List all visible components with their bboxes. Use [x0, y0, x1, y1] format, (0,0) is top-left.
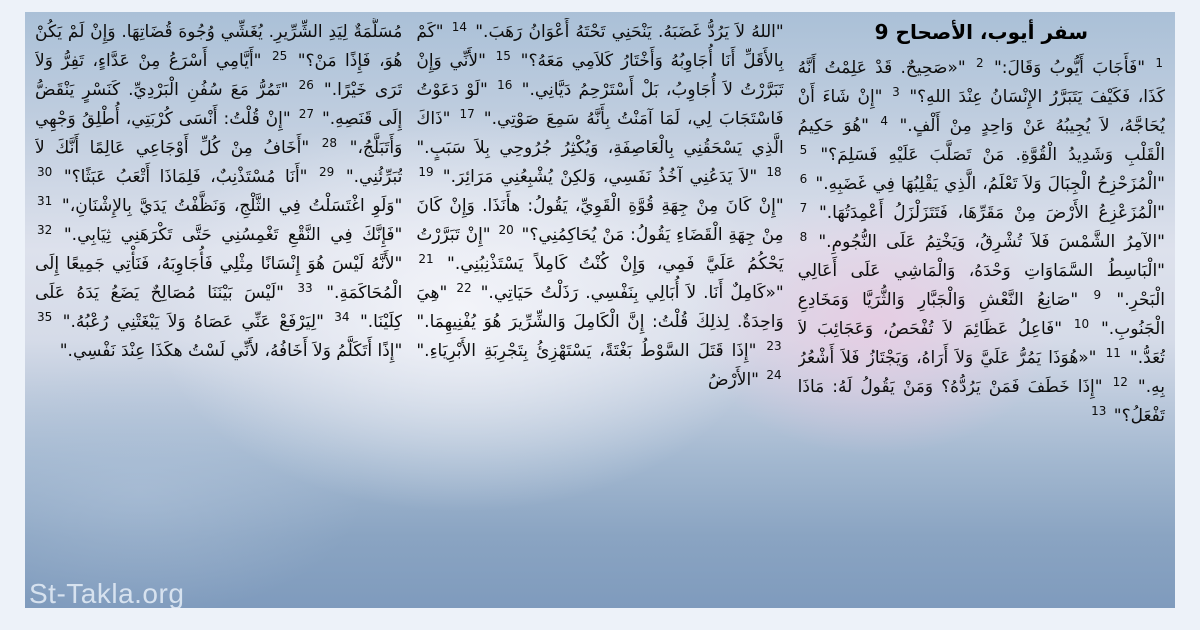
verse-number: 18 [766, 165, 782, 179]
verse-number: 15 [495, 49, 511, 63]
verse-number: 3 [892, 85, 900, 99]
verse-text-middle: "اللهُ لاَ يَرُدُّ غَضَبَهُ. يَنْحَنِي تَحْتَهُ أَعْوَانُ رَهَبَ." $^{14}$ "كَمْ بِالأَقَلِّ أَنَا أُجَاوِبُهُ وَأَخْتَارُ كَلاَمِي مَعَهُ؟" $^{15}$ "لأَنِّي وَإِنْ تَبَرَّرْتُ لاَ أُجَاوِبُ، بَلْ أَسْتَرْحِمُ دَيَّانِي." $^{16}$ "لَوْ دَعَوْتُ فَاسْتَجَابَ لِي، لَمَا آمَنْتُ بِأَنَّهُ سَمِعَ صَوْتِي." $^{17}$ "ذَاكَ الَّذِي يَسْحَقُنِي بِالْعَاصِفَةِ، وَيُكْثِرُ جُرُوحِي بِلاَ سَبَبٍ." $^{18}$ "لاَ يَدَعُنِي آخُذُ نَفَسِي، وَلكِنْ يُشْبِعُنِي مَرَائِرَ." $^{19}$ "إِنْ كَانَ مِنْ جِهَةِ قُوَّةِ الْقَوِيِّ، يَقُولُ: هأَنَذَا. وَإِنْ كَانَ مِنْ جِهَةِ الْقَضَاءِ يَقُولُ: مَنْ يُحَاكِمُنِي؟" $^{20}$ "إِنْ تَبَرَّرْتُ يَحْكُمُ عَلَيَّ فَمِي، وَإِنْ كُنْتُ كَامِلاً يَسْتَذْنِبُنِي." $^{21}$ "«كَامِلٌ أَنَا. لاَ أُبَالِي بِنَفْسِي. رَذَلْتُ حَيَاتِي." $^{22}$ "هِيَ وَاحِدَةٌ. لِذلِكَ قُلْتُ: إِنَّ الْكَامِلَ وَالشِّرِّيرَ هُوَ يُفْنِيهِمَا." $^{23}$ "إِذَا قَتَلَ السَّوْطُ بَغْتَةً، يَسْتَهْزِئُ بِتَجْرِبَةِ الأَبْرِيَاءِ." $^{24}$ "الأَرْضُ [416, 20, 784, 390]
column-middle-verses-13-24 [416, 18, 783, 590]
verse-number: 23 [766, 339, 782, 353]
verse-number: 21 [418, 252, 434, 266]
verse-number: 33 [297, 281, 313, 295]
verse-number: 7 [799, 201, 808, 215]
verse-number: 19 [418, 165, 434, 179]
verse-number: 4 [880, 114, 889, 128]
verse-text-right: $^1$ "فَأَجَابَ أَيُّوبُ وَقَالَ:" $^2$ "«صَحِيحٌ. قَدْ عَلِمْتُ أَنَّهُ كَذَا، فَكَيْفَ يَتَبَرَّرُ الإِنْسَانُ عِنْدَ اللهِ؟" $^3$ "إِنْ شَاءَ أَنْ يُحَاجَّهُ، لاَ يُجِيبُهُ عَنْ وَاحِدٍ مِنْ أَلْفٍ." $^4$ "هُوَ حَكِيمُ الْقَلْبِ وَشَدِيدُ الْقُوَّةِ. مَنْ تَصَلَّبَ عَلَيْهِ فَسَلِمَ؟" $^5$ "الْمُزَحْزِحُ الْجِبَالَ وَلاَ تَعْلَمُ، الَّذِي يَقْلِبُهَا فِي غَضَبِهِ." $^6$ "الْمُزَعْزِعُ الأَرْضَ مِنْ مَقَرِّهَا، فَتَتَزَلْزَلُ أَعْمِدَتُهَا." $^7$ "الآمِرُ الشَّمْسَ فَلاَ تُشْرِقُ، وَيَخْتِمُ عَلَى النُّجُومِ." $^8$ "الْبَاسِطُ السَّمَاوَاتِ وَحْدَهُ، وَالْمَاشِي عَلَى أَعَالِي الْبَحْرِ." $^9$ "صَانِعُ النَّعْشِ وَالْجَبَّارِ وَالثُّرَيَّا وَمَخَادِعِ الْجَنُوبِ." $^{10}$ "فَاعِلُ عَظَائِمَ لاَ تُفْحَصُ، وَعَجَائِبَ لاَ تُعَدُّ." $^{11}$ "«هُوَذَا يَمُرُّ عَلَيَّ وَلاَ أَرَاهُ، وَيَجْتَازُ فَلاَ أَشْعُرُ بِهِ." $^{12}$ "إِذَا خَطَفَ فَمَنْ يَرُدُّهُ؟ وَمَنْ يَقُولُ لَهُ: مَاذَا تَفْعَلُ؟" $^{13}$ [797, 56, 1165, 426]
verse-number: 27 [298, 107, 314, 121]
verse-number: 29 [319, 165, 335, 179]
st-takla-watermark: St-Takla.org [29, 578, 185, 608]
verse-number: 20 [498, 223, 514, 237]
verse-number: 9 [1093, 288, 1102, 302]
verse-number: 35 [37, 310, 53, 324]
verse-number: 28 [321, 136, 338, 150]
verse-number: 1 [1155, 56, 1163, 70]
verse-number: 30 [37, 165, 53, 179]
verse-number: 8 [799, 230, 808, 244]
scripture-gradient-panel [25, 12, 1175, 608]
text-columns [25, 12, 1175, 596]
verse-number: 13 [1091, 404, 1107, 418]
verse-number: 2 [975, 56, 984, 70]
verse-number: 12 [1112, 375, 1128, 389]
verse-number: 25 [271, 49, 288, 63]
verse-number: 34 [334, 310, 350, 324]
verse-number: 10 [1073, 317, 1090, 331]
chapter-title: سفر أيوب، الأصحاح 9 [874, 20, 1088, 44]
verse-number: 5 [799, 143, 808, 157]
verse-number: 26 [298, 78, 314, 92]
verse-number: 22 [456, 281, 472, 295]
column-left-verses-24-35 [35, 18, 402, 590]
verse-number: 11 [1105, 346, 1121, 360]
verse-text-left: مُسَلَّمَةٌ لِيَدِ الشِّرِّيرِ. يُغَشِّي وُجُوهَ قُضَاتِهَا. وَإِنْ لَمْ يَكُنْ هُوَ، فَإِذًا مَنْ؟" $^{25}$ "أَيَّامِي أَسْرَعُ مِنْ عَدَّاءٍ، تَفِرُّ وَلاَ تَرَى خَيْرًا." $^{26}$ "تَمُرُّ مَعَ سُفُنِ الْبَرْدِيِّ. كَنَسْرٍ يَنْقَضُّ إِلَى قَنَصِهِ." $^{27}$ "إِنْ قُلْتُ: أَنْسَى كُرْبَتِي، أُطْلِقُ وَجْهِي وَأَتَبَلَّجُ،" $^{28}$ "أَخَافُ مِنْ كُلِّ أَوْجَاعِي عَالِمًا أَنَّكَ لاَ تُبَرِّئُنِي." $^{29}$ "أَنَا مُسْتَذْنِبٌ، فَلِمَاذَا أَتْعَبُ عَبَثًا؟" $^{30}$ "وَلَوِ اغْتَسَلْتُ فِي الثَّلْجِ، وَنَظَّفْتُ يَدَيَّ بِالإِشْنَانِ،" $^{31}$ "فَإِنَّكَ فِي النَّقْعِ تَغْمِسُنِي حَتَّى تَكْرَهَنِي ثِيَابِي." $^{32}$ "لأَنَّهُ لَيْسَ هُوَ إِنْسَانًا مِثْلِي فَأُجَاوِبَهُ، فَنَأْتِي جَمِيعًا إِلَى الْمُحَاكَمَةِ." $^{33}$ "لَيْسَ بَيْنَنَا مُصَالِحٌ يَضَعُ يَدَهُ عَلَى كِلَيْنَا." $^{34}$ "لِيَرْفَعْ عَنِّي عَصَاهُ وَلاَ يَبْغَتْنِي رُعْبُهُ." $^{35}$ "إِذًا أَتَكَلَّمُ وَلاَ أَخَافُهُ، لأَنِّي لَسْتُ هكَذَا عِنْدَ نَفْسِي." [35, 22, 403, 361]
verse-number: 31 [37, 194, 53, 208]
verse-number: 32 [37, 223, 53, 237]
verse-number: 6 [799, 172, 808, 186]
verse-number: 17 [459, 107, 475, 121]
verse-number: 16 [497, 78, 513, 92]
column-right-verses-1-13 [798, 18, 1165, 590]
verse-number: 14 [451, 20, 468, 34]
verse-number: 24 [766, 368, 782, 382]
